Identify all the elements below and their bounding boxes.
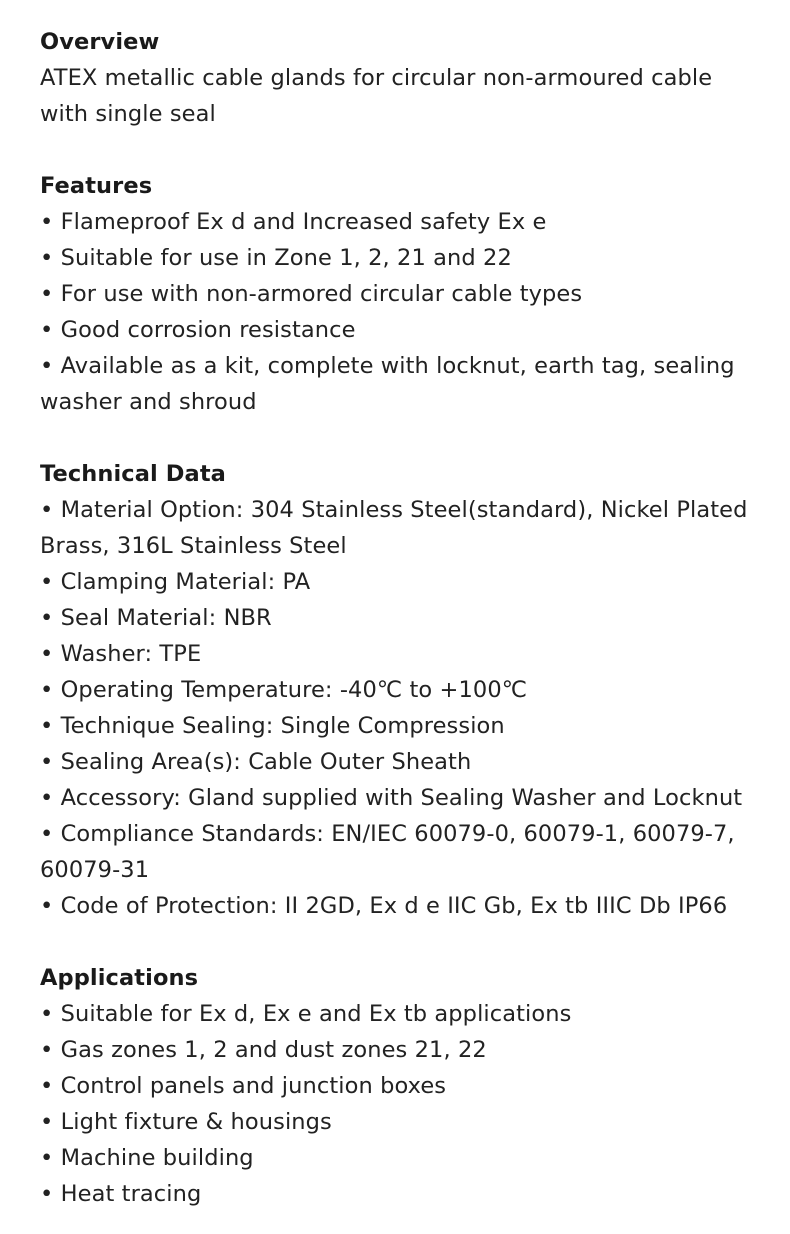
application-item: • Machine building	[40, 1145, 254, 1171]
applications-section	[40, 960, 750, 1212]
spec-item: • Accessory: Gland supplied with Sealing Washer and Locknut	[40, 785, 743, 811]
spec-item: • Operating Temperature: -40℃ to +100℃	[40, 677, 528, 703]
feature-item: • Suitable for use in Zone 1, 2, 21 and 22	[40, 245, 512, 271]
features-section	[40, 168, 750, 420]
feature-item: • Good corrosion resistance	[40, 317, 356, 343]
application-item: • Heat tracing	[40, 1181, 202, 1207]
feature-item: • Flameproof Ex d and Increased safety Ex e	[40, 209, 547, 235]
applications-list	[40, 996, 750, 1212]
technical-data-list	[40, 492, 750, 924]
spec-item: • Clamping Material: PA	[40, 569, 311, 595]
application-item: • Control panels and junction boxes	[40, 1073, 447, 1099]
features-list	[40, 204, 750, 420]
features-heading: Features	[40, 173, 153, 199]
application-item: • Light fixture & housings	[40, 1109, 332, 1135]
spec-item: • Technique Sealing: Single Compression	[40, 713, 505, 739]
application-item: • Gas zones 1, 2 and dust zones 21, 22	[40, 1037, 487, 1063]
technical-data-section	[40, 456, 750, 924]
spec-item: • Material Option: 304 Stainless Steel(standard), Nickel Plated Brass, 316L Stainless Steel	[40, 497, 748, 559]
overview-section	[40, 24, 750, 132]
spec-item: • Sealing Area(s): Cable Outer Sheath	[40, 749, 472, 775]
overview-text: ATEX metallic cable glands for circular non-armoured cable with single seal	[40, 65, 713, 127]
spec-item: • Washer: TPE	[40, 641, 202, 667]
spec-item: • Seal Material: NBR	[40, 605, 272, 631]
spec-item: • Compliance Standards: EN/IEC 60079-0, 60079-1, 60079-7, 60079-31	[40, 821, 735, 883]
overview-heading: Overview	[40, 29, 160, 55]
feature-item: • Available as a kit, complete with locknut, earth tag, sealing washer and shroud	[40, 353, 735, 415]
feature-item: • For use with non-armored circular cable types	[40, 281, 583, 307]
spec-item: • Code of Protection: II 2GD, Ex d e IIC Gb, Ex tb IIIC Db IP66	[40, 893, 728, 919]
applications-heading: Applications	[40, 965, 199, 991]
technical-data-heading: Technical Data	[40, 461, 226, 487]
application-item: • Suitable for Ex d, Ex e and Ex tb applications	[40, 1001, 572, 1027]
